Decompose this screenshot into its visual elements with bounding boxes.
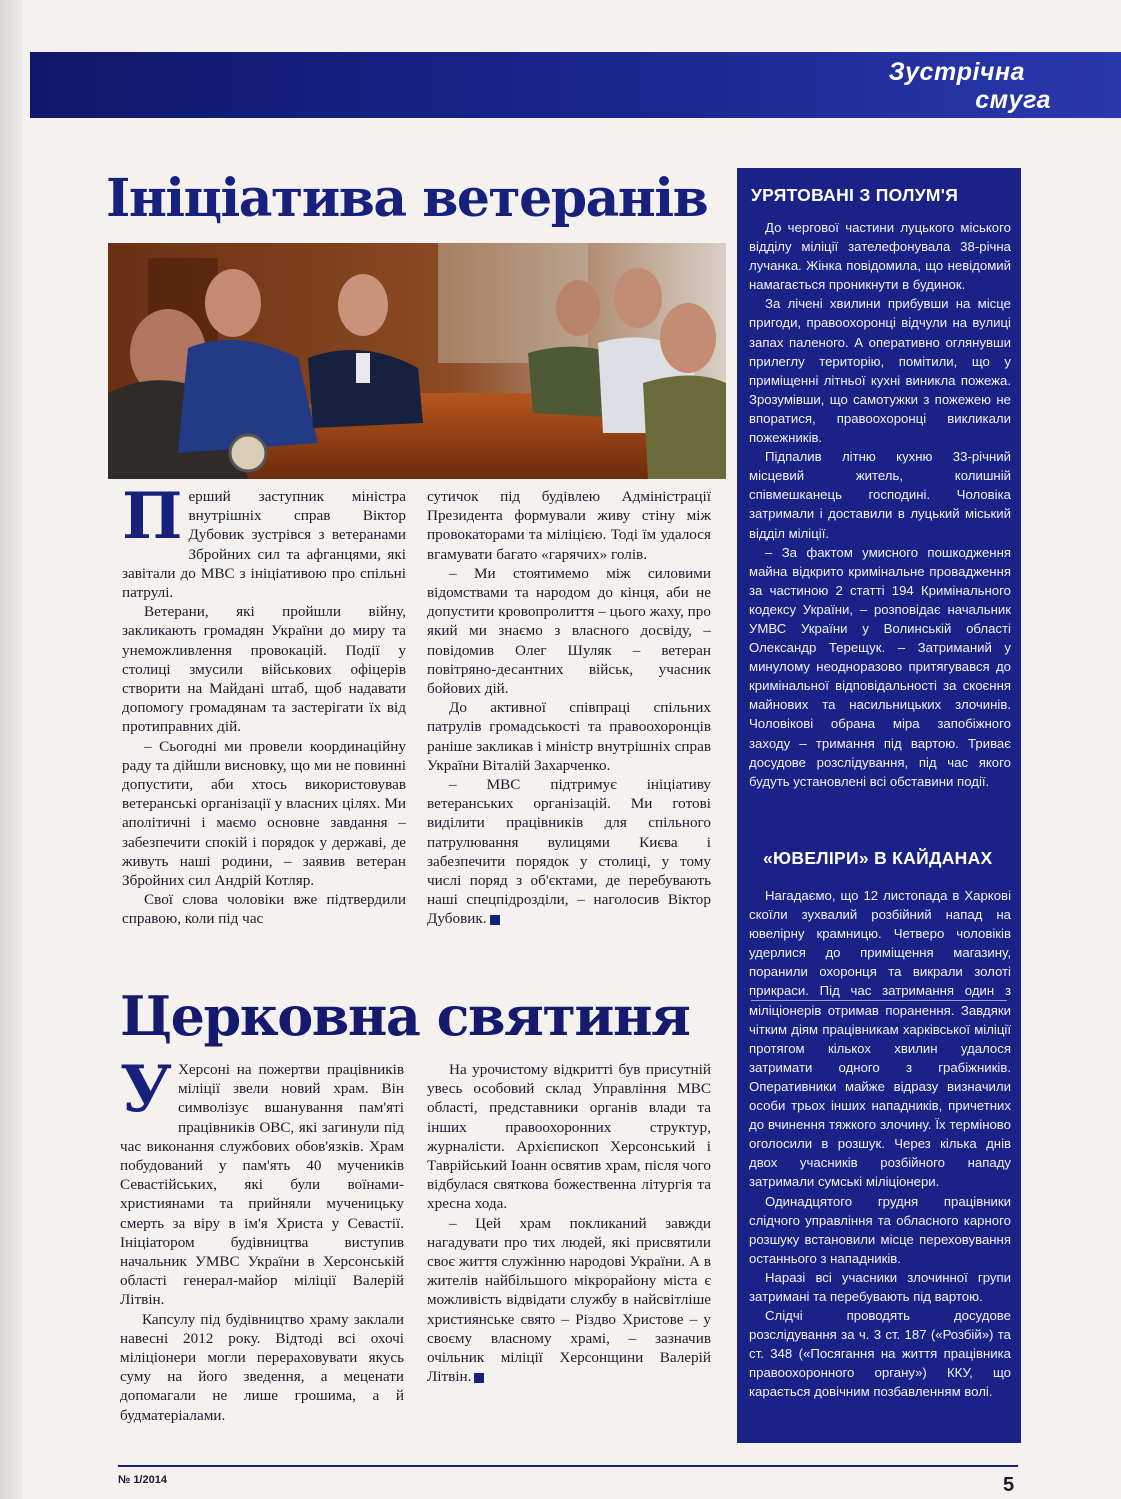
sidebar-story2-para: Нагадаємо, що 12 листопада в Харкові скоїли зухвалий розбійний напад на ювелірну крамницю. Четверо чоловіків удерлися до приміщення магазину, поранили охоронця та викрали золоті прикраси. Під час затримання один з міліціонерів отримав поранення. Завдяки чітким діям працівникам харківської міліції протягом кількох хвилин удалося затримати одного з грабіжників. Оперативники майже відразу визначили особи трьох інших нападників, причетних до вчинення тяжкого злочину. Їх терміново оголосили в розшук. Через кілька днів двох учасників розбійного нападу затримали сумські міліціонери.: [749, 888, 1011, 1190]
page-number: 5: [1003, 1474, 1015, 1496]
article2-dropcap: У: [120, 1052, 172, 1127]
sidebar-story1-body: [749, 218, 1011, 791]
page-fold-edge: [0, 0, 22, 1499]
issue-number: № 1/2014: [118, 1474, 167, 1486]
sidebar-story1-para: До чергової частини луцького міського відділу міліції зателефонувала 38-річна лучанка. Жінка повідомила, що невідомий намагається проникнути в будинок.: [749, 220, 1011, 293]
section-title: [888, 58, 1051, 114]
article1-col2-para: – Ми стоятимемо між силовими відомствами та народом до кінця, аби не допустити кровопролиття – цього жаху, про який ми знаємо з власного досвіду, – повідомив Олег Шуляк – ветеран повітряно-десантних військ, учасник бойових дій.: [427, 564, 711, 698]
article2-col2-para: – Цей храм покликаний завжди нагадувати про тих людей, які присвятили своє життя служінню народові України. А в жителів найбільшого мікрорайону міста є можливість відвідати службу в найсвітліше християнське свято – Різдво Христове – у своєму власному храмі, – зазначив очільник міліції Херсонщини Валерій Літвін.: [427, 1214, 711, 1386]
section-title-line1: Зустрічна: [888, 58, 1025, 86]
article1-column2: [427, 487, 711, 929]
article1-column1: [122, 479, 406, 929]
article1-photo: [108, 243, 726, 479]
end-of-article-mark: [490, 915, 500, 925]
article1-col1-para: Ветерани, які пройшли війну, закликають громадян України до миру та унеможливлення провокацій. Події у столиці змусили військових офіцерів створити на Майдані штаб, щоб надавати допомогу громадянам та застерігати їх від протиправних дій.: [122, 603, 406, 736]
section-title-line2: смуга: [975, 86, 1051, 114]
article1-col1-para: Свої слова чоловіки вже підтвердили справою, коли під час: [122, 891, 406, 928]
meeting-photo-illustration: [108, 243, 726, 479]
article1-col2-para: До активної співпраці спільних патрулів громадськості та правоохоронців раніше закликав і міністр внутрішніх справ України Віталій Захарченко.: [427, 699, 711, 774]
article2-column1: [120, 1052, 404, 1425]
article2-col2-para: На урочистому відкритті був присутній увесь особовий склад Управління МВС області, представники органів влади та інших правоохоронних структур, журналісти. Архієпископ Херсонський і Таврійський Іоанн освятив храм, після чого відбулася святкова божественна літургія та хресна хода.: [427, 1061, 711, 1213]
sidebar-story1-para: Підпалив літню кухню 33-річний місцевий житель, колишній співмешканець господині. Чоловіка затримали і доставили в луцький міський відділ міліції.: [749, 449, 1011, 541]
end-of-article-mark: [474, 1373, 484, 1383]
article2-col1-para: У Херсоні на пожертви працівників міліції звели новий храм. Він символізує вшанування пам'яті працівників ОВС, які загинули під час виконання службових обов'язків. Храм побудований у пам'ять 40 мучеників Севастійських, які були воїнами-християнами та прийняли мученицьку смерть за віру в ім'я Христа у Севастії. Ініціатором будівництва виступив начальник УМВС України в Херсонській області генерал-майор міліції Валерій Літвін.: [120, 1052, 404, 1309]
footer-rule: [118, 1465, 1018, 1467]
sidebar-story2-para: Одинадцятого грудня працівники слідчого управління та обласного карного розшуку встановили місце переховування останнього з нападників.: [749, 1193, 1011, 1266]
article2-headline: Церковна святиня: [120, 984, 690, 1048]
sidebar-story1-para: За лічені хвилини прибувши на місце пригоди, правоохоронці відчули на вулиці запах паленого. А оперативно оглянувши прилеглу територію, помітили, що у приміщенні літньої кухні виникла пожежа. Зрозумівши, що самотужки з пожежею не впоратися, правоохоронці викликали пожежників.: [749, 296, 1011, 446]
sidebar-story2-body: [749, 886, 1011, 1402]
sidebar-story2-para: Слідчі проводять досудове розслідування за ч. 3 ст. 187 («Розбій») та ст. 348 («Посягання на життя працівника правоохоронного органу») ККУ, що карається довічним позбавленням волі.: [749, 1308, 1011, 1400]
article1-col2-para: – МВС підтримує ініціативу ветеранських організацій. Ми готові виділити працівників для спільного патрулювання вулицями Києва і забезпечити порядок у столиці, у тому числі поряд з об'єктами, де перебувають наші спецпідрозділи, – наголосив Віктор Дубовик.: [427, 776, 711, 928]
article2-col1-para: Капсулу під будівництво храму заклали навесні 2012 року. Відтоді всі охочі міліціонери могли перераховувати якусь суму на його зведення, а меценати допомагали не лише грошима, а й будматеріалами.: [120, 1310, 404, 1424]
article1-col1-para: – Сьогодні ми провели координаційну раду та дійшли висновку, що ми не повинні допустити, аби хтось використовував ветеранські організації у власних цілях. Ми аполітичні і маємо основне завдання – забезпечити спокій і порядок у державі, де живуть наші родини, – заявив ветеран Збройних сил Андрій Котляр.: [122, 737, 406, 890]
article1-headline: Ініціатива ветеранів: [106, 168, 708, 229]
sidebar-story1-title: УРЯТОВАНІ З ПОЛУМ'Я: [751, 185, 959, 205]
news-sidebar: [737, 168, 1021, 1443]
sidebar-story2-para: Наразі всі учасники злочинної групи затримані та перебувають під вартою.: [749, 1269, 1011, 1304]
article1-col2-para: сутичок під будівлею Адміністрації Президента формували живу стіну між провокаторами та міліцією. Тоді їм удалося вгамувати багато «гарячих» голів.: [427, 488, 711, 563]
article2-column2: [427, 1060, 711, 1386]
article1-dropcap: П: [122, 479, 183, 554]
sidebar-story1-para: – За фактом умисного пошкодження майна відкрито кримінальне провадження за частиною 2 статті 194 Кримінального кодексу України, – розповідає начальник УМВС України у Волинській області Олександр Терещук. – Затриманий у минулому неодноразово притягувався до кримінальної відповідальності за скоєння майнових та насильницьких злочинів. Чоловікові обрана міра запобіжного заходу – тримання під вартою. Триває досудове розслідування, під час якого будуть установлені всі обставини події.: [749, 544, 1011, 789]
sidebar-story2-title: «ЮВЕЛІРИ» В КАЙДАНАХ: [763, 848, 993, 868]
article1-col1-para: Перший заступник міністра внутрішніх справ Віктор Дубовик зустрівся з ветеранами Збройних сил та афганцями, які завітали до МВС з ініціативою про спільні патрулі.: [122, 479, 406, 602]
